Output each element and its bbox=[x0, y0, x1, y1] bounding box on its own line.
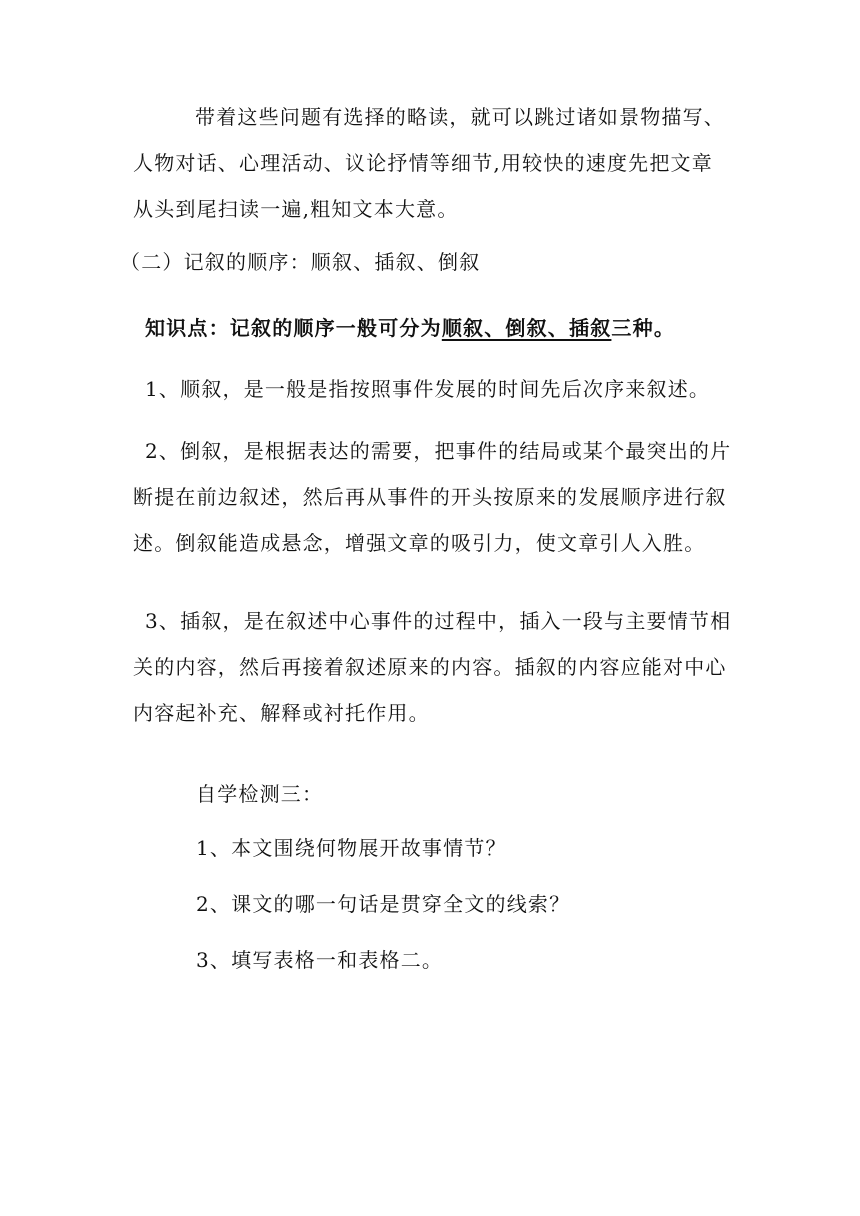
knowledge-point-prefix: 知识点：记叙的顺序一般可分为 bbox=[145, 316, 442, 340]
item-chronological: 1、顺叙，是一般是指按照事件发展的时间先后次序来叙述。 bbox=[145, 377, 711, 401]
section-heading-narrative-order: （二）记叙的顺序：顺叙、插叙、倒叙 bbox=[120, 250, 481, 274]
paragraph-skim-reading: 带着这些问题有选择的略读，就可以跳过诸如景物描写、人物对话、心理活动、议论抒情等细节,用较快的速度先把文章从头到尾扫读一遍,粗知文本大意。 bbox=[133, 105, 725, 221]
self-check-question-2: 2、课文的哪一句话是贯穿全文的线索？ bbox=[196, 892, 571, 916]
self-check-question-1: 1、本文围绕何物展开故事情节？ bbox=[196, 836, 507, 860]
self-check-title: 自学检测三： bbox=[196, 782, 324, 806]
knowledge-point-underlined: 顺叙、倒叙、插叙 bbox=[441, 316, 612, 340]
knowledge-point-suffix: 三种。 bbox=[611, 316, 676, 340]
item-flashback: 2、倒叙，是根据表达的需要，把事件的结局或某个最突出的片断提在前边叙述，然后再从事件的开头按原来的发展顺序进行叙述。倒叙能造成悬念，增强文章的吸引力，使文章引人入胜。 bbox=[133, 439, 732, 555]
item-interpolation: 3、插叙，是在叙述中心事件的过程中，插入一段与主要情节相关的内容，然后再接着叙述原来的内容。插叙的内容应能对中心内容起补充、解释或衬托作用。 bbox=[133, 609, 732, 725]
self-check-question-3: 3、填写表格一和表格二。 bbox=[196, 948, 444, 972]
knowledge-point bbox=[145, 312, 675, 341]
